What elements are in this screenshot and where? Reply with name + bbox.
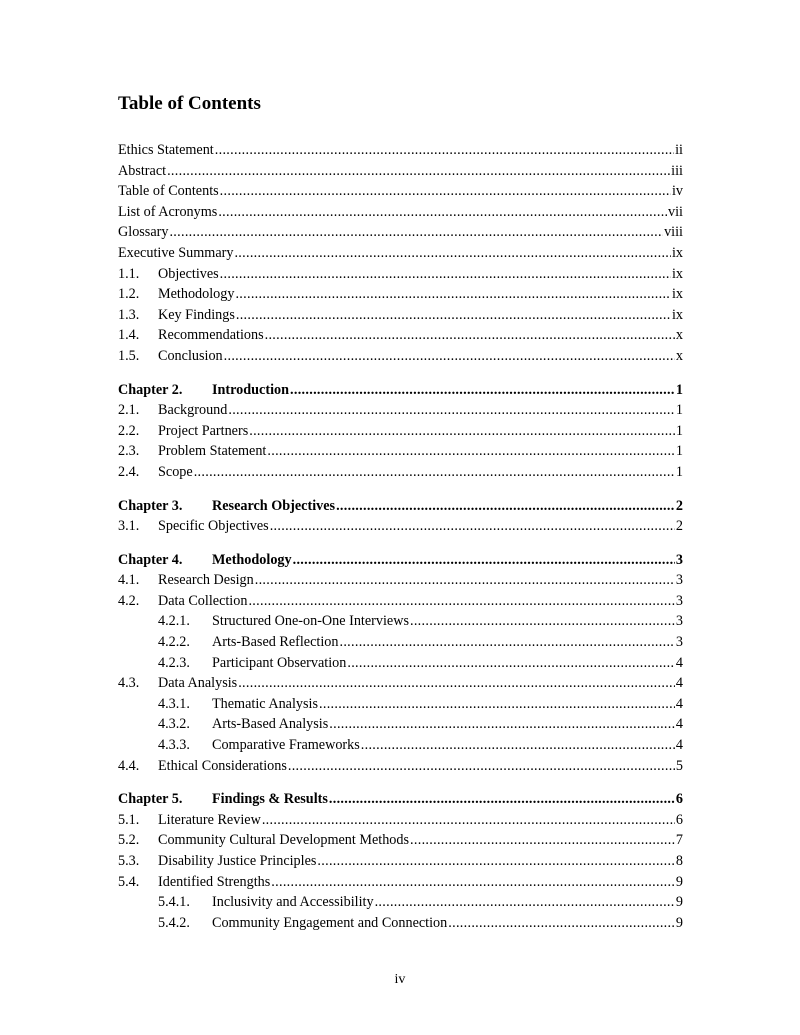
toc-entry-label: Literature Review bbox=[158, 811, 261, 828]
toc-entry-label: Research Design bbox=[158, 572, 254, 589]
toc-entry-page: ix bbox=[671, 286, 683, 303]
dot-leader bbox=[238, 673, 675, 694]
toc-entry-page: 4 bbox=[675, 737, 683, 754]
toc-entry-label: Data Collection bbox=[158, 592, 248, 609]
dot-leader bbox=[336, 496, 675, 517]
toc-entry-label: Ethical Considerations bbox=[158, 757, 287, 774]
toc-entry bbox=[118, 756, 683, 777]
dot-leader bbox=[167, 161, 670, 182]
toc-entry-label: Specific Objectives bbox=[158, 518, 269, 535]
toc-entry-label: Participant Observation bbox=[212, 654, 347, 671]
toc-entry-label: Ethics Statement bbox=[118, 142, 214, 158]
toc-entry-page: 1 bbox=[675, 443, 683, 460]
toc-entry-number: Chapter 2. bbox=[118, 381, 183, 398]
toc-entry-page: 4 bbox=[675, 695, 683, 712]
toc-entry-number: 1.1. bbox=[118, 265, 140, 282]
toc-entry-page: 1 bbox=[675, 463, 683, 480]
toc-entry-number: 5.2. bbox=[118, 832, 140, 849]
toc-entry-label: Glossary bbox=[118, 224, 169, 241]
toc-entry bbox=[118, 714, 683, 735]
toc-entry bbox=[118, 400, 683, 421]
toc-entry-number: 1.5. bbox=[118, 347, 140, 364]
toc-entry-number: 4.3.2. bbox=[158, 716, 190, 733]
toc-entry-page: 3 bbox=[675, 613, 683, 630]
toc-entry bbox=[118, 591, 683, 612]
toc-entry-page: 7 bbox=[675, 832, 683, 849]
toc-entry-number: 4.1. bbox=[118, 572, 140, 589]
dot-leader bbox=[410, 611, 675, 632]
toc-entry-number: 4.2.1. bbox=[158, 613, 190, 630]
toc-entry-number: 4.4. bbox=[118, 757, 140, 774]
toc-entry-number: 4.3.3. bbox=[158, 737, 190, 754]
dot-leader bbox=[218, 202, 667, 223]
toc-entry-number: Chapter 4. bbox=[118, 551, 183, 568]
toc-entry-page: 1 bbox=[675, 381, 683, 398]
toc-entry-page: vii bbox=[668, 203, 683, 220]
toc-entry-page: 6 bbox=[675, 791, 683, 808]
toc-entry-page: 8 bbox=[675, 853, 683, 869]
toc-entry-label: Conclusion bbox=[158, 347, 223, 364]
dot-leader bbox=[249, 421, 675, 442]
dot-leader bbox=[228, 400, 675, 421]
toc-entry-number: 4.2.2. bbox=[158, 634, 190, 651]
toc-entry bbox=[118, 830, 683, 851]
dot-leader bbox=[448, 913, 675, 934]
dot-leader bbox=[215, 140, 674, 161]
toc-entry bbox=[118, 202, 683, 223]
toc-entry-label: Objectives bbox=[158, 265, 219, 282]
dot-leader bbox=[270, 516, 675, 537]
toc-entry bbox=[118, 305, 683, 326]
dot-leader bbox=[265, 325, 675, 346]
dot-leader bbox=[234, 243, 671, 264]
toc-entry-label: Identified Strengths bbox=[158, 873, 271, 890]
toc-entry-page: 2 bbox=[675, 497, 683, 514]
toc-chapter-entry bbox=[118, 380, 683, 401]
toc-entry-page: 1 bbox=[675, 402, 683, 419]
toc-entry-page: 9 bbox=[675, 873, 683, 890]
toc-entry-label: Table of Contents bbox=[118, 183, 219, 200]
toc-entry-page: 9 bbox=[675, 894, 683, 911]
toc-entry-number: 4.3.1. bbox=[158, 695, 190, 712]
toc-entry-label: Thematic Analysis bbox=[212, 695, 318, 712]
toc-entry bbox=[118, 913, 683, 934]
toc-chapter-entry bbox=[118, 789, 683, 810]
toc-entry-number: 5.4. bbox=[118, 873, 140, 890]
toc-entry-number: 5.4.1. bbox=[158, 894, 190, 911]
toc-entry bbox=[118, 735, 683, 756]
dot-leader bbox=[194, 462, 675, 483]
toc-entry-number: 5.4.2. bbox=[158, 914, 190, 931]
toc-entry-label: Executive Summary bbox=[118, 244, 234, 261]
dot-leader bbox=[271, 872, 675, 893]
dot-leader bbox=[329, 714, 675, 735]
toc-entry bbox=[118, 222, 683, 243]
dot-leader bbox=[317, 851, 674, 872]
dot-leader bbox=[293, 550, 675, 571]
toc-entry bbox=[118, 516, 683, 537]
toc-entry-page: 3 bbox=[675, 592, 683, 609]
toc-entry-number: 1.4. bbox=[118, 327, 140, 344]
toc-entry-label: Disability Justice Principles bbox=[158, 853, 317, 869]
toc-entry-page: x bbox=[675, 347, 683, 364]
toc-entry-label: Abstract bbox=[118, 162, 167, 179]
dot-leader bbox=[347, 653, 675, 674]
toc-entry-label: Structured One-on-One Interviews bbox=[212, 613, 409, 630]
toc-entry-label: Recommendations bbox=[158, 327, 264, 344]
toc-entry-page: ix bbox=[671, 244, 683, 261]
toc-entry-label: Background bbox=[158, 402, 228, 419]
toc-entry-page: 6 bbox=[675, 811, 683, 828]
toc-entry-number: 5.1. bbox=[118, 811, 140, 828]
toc-entry bbox=[118, 851, 683, 872]
toc-entry-label: Key Findings bbox=[158, 306, 235, 323]
toc-entry-label: Research Objectives bbox=[212, 497, 336, 514]
toc-chapter-entry bbox=[118, 550, 683, 571]
toc-entry-page: ix bbox=[671, 265, 683, 282]
toc-entry bbox=[118, 284, 683, 305]
toc-entry bbox=[118, 462, 683, 483]
dot-leader bbox=[339, 632, 674, 653]
toc-entry-label: Introduction bbox=[212, 381, 289, 398]
toc-entry-page: 2 bbox=[675, 518, 683, 535]
toc-entry-number: 4.3. bbox=[118, 675, 140, 692]
toc-entry-page: ii bbox=[675, 142, 683, 158]
toc-entry-label: Methodology bbox=[212, 551, 292, 568]
toc-entry-number: Chapter 3. bbox=[118, 497, 183, 514]
toc-entry-number: 2.4. bbox=[118, 463, 140, 480]
toc-entry bbox=[118, 653, 683, 674]
toc-entry-label: Community Engagement and Connection bbox=[212, 914, 448, 931]
dot-leader bbox=[262, 810, 675, 831]
toc-entry bbox=[118, 611, 683, 632]
dot-leader bbox=[236, 305, 671, 326]
page-number: iv bbox=[394, 972, 406, 987]
toc-entry-number: 4.2.3. bbox=[158, 654, 190, 671]
dot-leader bbox=[169, 222, 663, 243]
dot-leader bbox=[224, 346, 675, 367]
toc-entry bbox=[118, 181, 683, 202]
toc-chapter-entry bbox=[118, 496, 683, 517]
toc-entry-number: 2.1. bbox=[118, 402, 140, 419]
toc-entry-page: 9 bbox=[675, 914, 683, 931]
toc-entry-page: 5 bbox=[675, 757, 683, 774]
toc-entry-label: Methodology bbox=[158, 286, 235, 303]
toc-entry-label: Findings & Results bbox=[212, 791, 328, 808]
dot-leader bbox=[267, 441, 675, 462]
toc-entry-label: Arts-Based Analysis bbox=[212, 716, 329, 733]
toc-entry bbox=[118, 140, 683, 161]
dot-leader bbox=[375, 892, 675, 913]
toc-entry-number: 2.3. bbox=[118, 443, 140, 460]
toc-entry bbox=[118, 872, 683, 893]
dot-leader bbox=[220, 264, 671, 285]
dot-leader bbox=[361, 735, 675, 756]
dot-leader bbox=[220, 181, 671, 202]
toc-entry bbox=[118, 570, 683, 591]
toc-entry-number: 1.3. bbox=[118, 306, 140, 323]
toc-entry-page: 1 bbox=[675, 422, 683, 439]
toc-entry-page: 4 bbox=[675, 675, 683, 692]
dot-leader bbox=[319, 694, 675, 715]
toc-entry bbox=[118, 441, 683, 462]
dot-leader bbox=[410, 830, 675, 851]
toc-entry-label: Problem Statement bbox=[158, 443, 267, 460]
toc-entry-label: Arts-Based Reflection bbox=[212, 634, 339, 651]
dot-leader bbox=[235, 284, 671, 305]
toc-entry-page: x bbox=[675, 327, 683, 344]
toc-entry bbox=[118, 632, 683, 653]
toc-entry-page: ix bbox=[671, 306, 683, 323]
toc-entry-page: viii bbox=[664, 224, 683, 241]
toc-entry-page: 4 bbox=[675, 654, 683, 671]
toc-entry-label: List of Acronyms bbox=[118, 203, 218, 220]
toc-entry bbox=[118, 346, 683, 367]
toc-entry-page: 3 bbox=[675, 551, 683, 568]
toc-entry bbox=[118, 421, 683, 442]
toc-entry-label: Comparative Frameworks bbox=[212, 737, 360, 754]
toc-entry bbox=[118, 892, 683, 913]
toc-entry-page: iii bbox=[671, 162, 683, 179]
toc-entry-number: 4.2. bbox=[118, 592, 140, 609]
toc-entry-label: Data Analysis bbox=[158, 675, 238, 692]
toc-entry-number: 1.2. bbox=[118, 286, 140, 303]
toc-entry bbox=[118, 243, 683, 264]
toc-entry-page: 3 bbox=[675, 572, 683, 589]
dot-leader bbox=[248, 591, 674, 612]
toc-entry bbox=[118, 810, 683, 831]
page-title: Table of Contents bbox=[118, 93, 261, 114]
toc-list bbox=[118, 140, 683, 933]
toc-entry-page: 3 bbox=[675, 634, 683, 651]
toc-entry bbox=[118, 264, 683, 285]
toc-entry-label: Inclusivity and Accessibility bbox=[212, 894, 374, 911]
toc-entry-page: 4 bbox=[675, 716, 683, 733]
toc-entry-number: 5.3. bbox=[118, 853, 140, 869]
toc-entry bbox=[118, 161, 683, 182]
dot-leader bbox=[255, 570, 675, 591]
toc-entry-page: iv bbox=[671, 183, 683, 200]
toc-entry bbox=[118, 325, 683, 346]
toc-entry bbox=[118, 673, 683, 694]
dot-leader bbox=[288, 756, 675, 777]
dot-leader bbox=[329, 789, 675, 810]
toc-entry-number: 3.1. bbox=[118, 518, 140, 535]
toc-entry bbox=[118, 694, 683, 715]
toc-entry-number: Chapter 5. bbox=[118, 791, 183, 808]
dot-leader bbox=[290, 380, 675, 401]
toc-entry-label: Project Partners bbox=[158, 422, 249, 439]
toc-entry-label: Scope bbox=[158, 463, 193, 480]
toc-entry-number: 2.2. bbox=[118, 422, 140, 439]
toc-entry-label: Community Cultural Development Methods bbox=[158, 832, 410, 849]
